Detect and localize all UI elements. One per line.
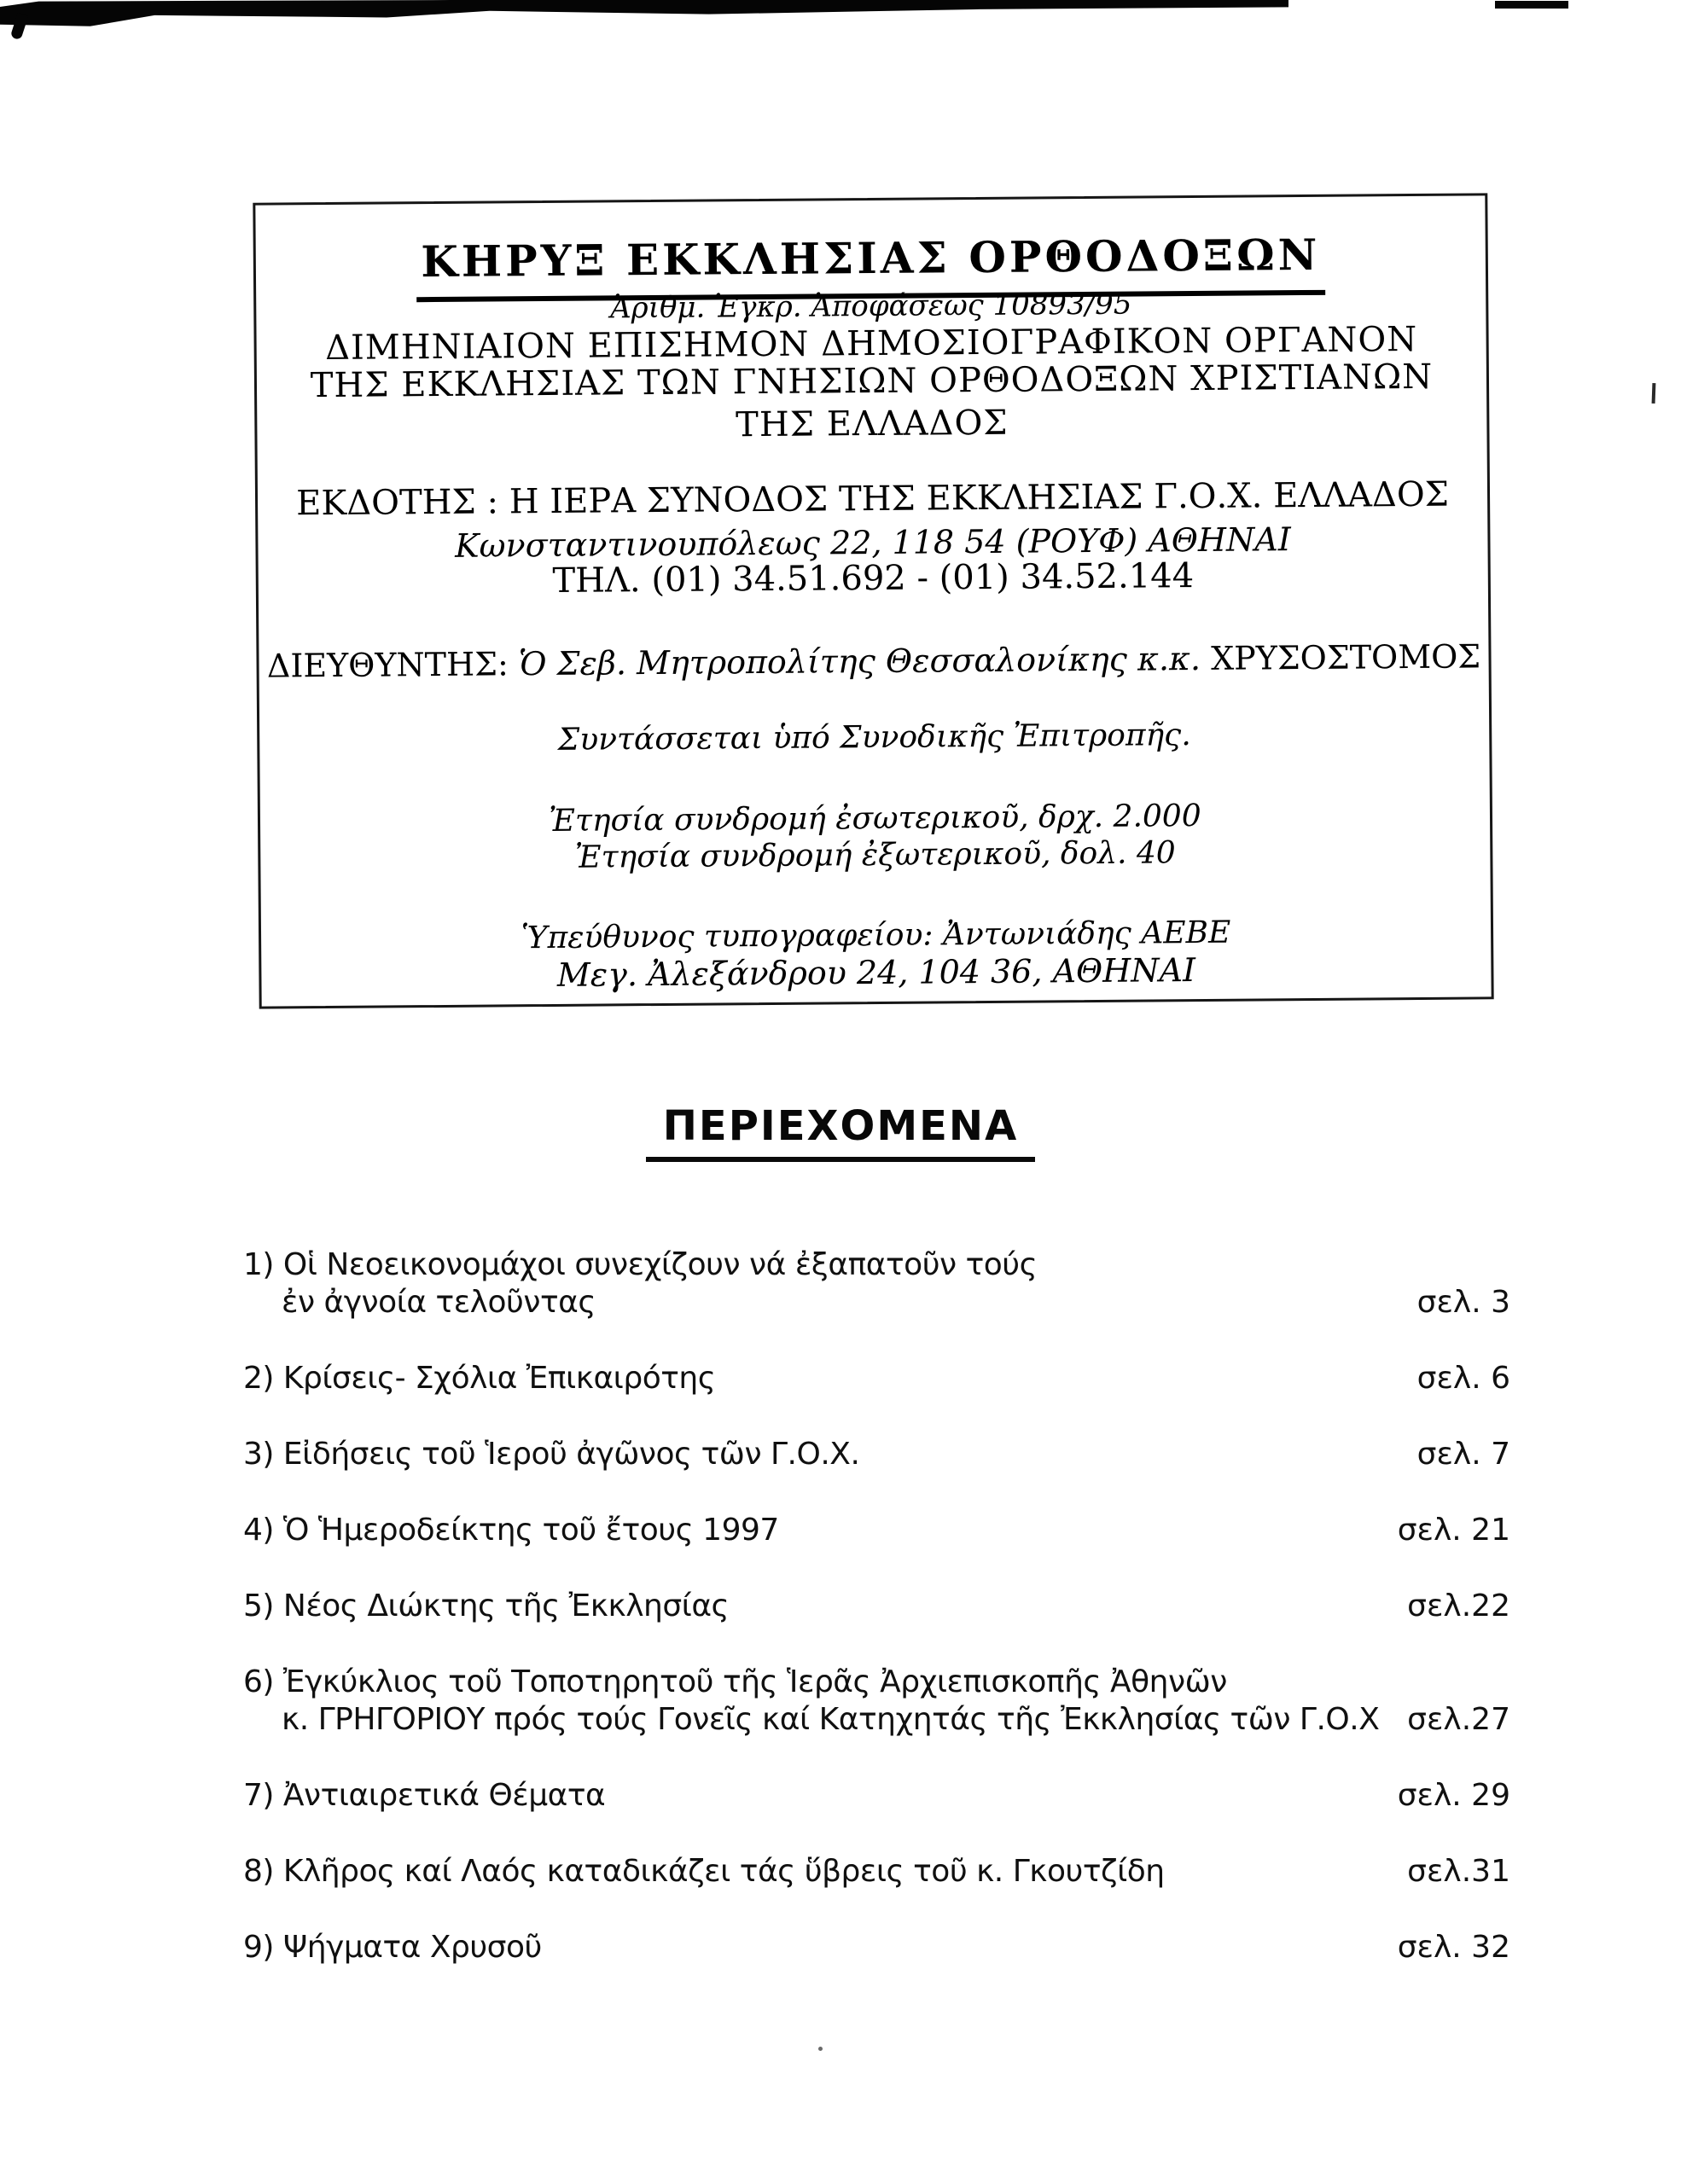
printer-line: Ὑπεύθυνος τυπογραφείου: Ἀντωνιάδης ΑΕΒΕ	[521, 915, 1231, 956]
director-title: Ὁ Σεβ. Μητροπολίτης Θεσσαλονίκης κ.κ.	[518, 639, 1201, 683]
toc-item-7	[243, 1777, 1510, 1815]
toc-item-text: 9) Ψήγματα Χρυσοῦ	[243, 1930, 542, 1965]
toc-item-text: 3) Εἰδήσεις τοῦ Ἱεροῦ ἀγῶνος τῶν Γ.Ο.Χ.	[243, 1437, 860, 1472]
toc-page-number: σελ. 32	[1397, 1930, 1510, 1965]
approval-number: Ἀριθμ. Ἐγκρ. Ἀποφάσεως 10893/95	[609, 287, 1132, 326]
contents-heading-wrap	[0, 1102, 1681, 1162]
toc-item-8	[243, 1853, 1510, 1891]
toc-item-4	[243, 1512, 1510, 1549]
toc-page-number: σελ.31	[1407, 1854, 1510, 1889]
printer-address: Μεγ. Ἀλεξάνδρου 24, 104 36, ΑΘΗΝΑΙ	[556, 951, 1196, 994]
toc-item-1	[243, 1246, 1510, 1321]
subscription-domestic: Ἐτησία συνδρομή ἐσωτερικοῦ, δρχ. 2.000	[549, 798, 1201, 839]
publisher-line: ΕΚΔΟΤΗΣ : Η ΙΕΡΑ ΣΥΝΟΔΟΣ ΤΗΣ ΕΚΚΛΗΣΙΑΣ Γ.Ο.Χ. ΕΛΛΑΔΟΣ	[296, 474, 1450, 524]
contents-list	[243, 1246, 1510, 2005]
organ-line-3: ΤΗΣ ΕΛΛΑΔΟΣ	[735, 403, 1009, 445]
toc-page-number: σελ.22	[1407, 1589, 1510, 1623]
toc-item-3	[243, 1436, 1510, 1473]
toc-item-text: 4) Ὁ Ἡμεροδείκτης τοῦ ἔτους 1997	[243, 1513, 779, 1548]
toc-item-2	[243, 1360, 1510, 1397]
edited-by-line: Συντάσσεται ὑπό Συνοδικῆς Ἐπιτροπῆς.	[557, 717, 1191, 758]
toc-item-text: 5) Νέος Διώκτης τῆς Ἐκκλησίας	[243, 1589, 730, 1623]
toc-item-text: 2) Κρίσεις- Σχόλια Ἐπικαιρότης	[243, 1361, 716, 1396]
masthead-box	[253, 193, 1493, 1008]
scan-artifact-edge-tick	[1652, 383, 1656, 404]
toc-page-number: σελ. 29	[1397, 1778, 1510, 1813]
director-label: ΔΙΕΥΘΥΝΤΗΣ:	[266, 645, 509, 685]
toc-page-number: σελ. 6	[1416, 1361, 1510, 1396]
toc-page-number: σελ. 3	[1416, 1285, 1510, 1320]
scan-artifact-top-bar-segment	[1495, 1, 1568, 9]
journal-title: ΚΗΡΥΞ ΕΚΚΛΗΣΙΑΣ ΟΡΘΟΔΟΞΩΝ	[256, 224, 1486, 303]
organ-line-2: ΤΗΣ ΕΚΚΛΗΣΙΑΣ ΤΩΝ ΓΝΗΣΙΩΝ ΟΡΘΟΔΟΞΩΝ ΧΡΙΣΤΙΑΝΩΝ	[310, 357, 1434, 406]
scan-artifact-dot	[818, 2047, 823, 2051]
subscription-foreign: Ἐτησία συνδρομή ἐξωτερικοῦ, δολ. 40	[574, 835, 1176, 875]
publisher-address: Κωνσταντινουπόλεως 22, 118 54 (ΡΟΥΦ) ΑΘΗΝΑΙ	[455, 520, 1291, 565]
toc-page-number: σελ. 21	[1397, 1513, 1510, 1548]
contents-heading: ΠΕΡΙΕΧΟΜΕΝΑ	[646, 1102, 1035, 1162]
toc-item-text: 8) Κλῆρος καί Λαός καταδικάζει τάς ὕβρεις τοῦ κ. Γκουτζίδη	[243, 1854, 1165, 1889]
organ-line-1: ΔΙΜΗΝΙΑΙΟΝ ΕΠΙΣΗΜΟΝ ΔΗΜΟΣΙΟΓΡΑΦΙΚΟΝ ΟΡΓΑΝΟΝ	[324, 319, 1418, 369]
toc-item-9	[243, 1929, 1510, 1966]
toc-item-6	[243, 1664, 1510, 1739]
director-line	[259, 636, 1488, 686]
toc-item-text: 6) Ἐγκύκλιος τοῦ Τοποτηρητοῦ τῆς Ἱερᾶς Ἀρχιεπισκοπῆς Ἀθηνῶν κ. ΓΡΗΓΟΡΙΟΥ πρός τούς Γονεῖς καί Κατηχητάς τῆς Ἐκκλησίας τῶν Γ.Ο.Χ	[243, 1664, 1380, 1737]
toc-item-text: 7) Ἀντιαιρετικά Θέματα	[243, 1778, 606, 1813]
phone-numbers: ΤΗΛ. (01) 34.51.692 - (01) 34.52.144	[552, 556, 1195, 601]
toc-item-5	[243, 1588, 1510, 1625]
toc-page-number: σελ. 7	[1416, 1437, 1510, 1472]
scan-artifact-top-bar	[0, 0, 1288, 27]
toc-page-number: σελ.27	[1407, 1702, 1510, 1737]
director-name: ΧΡΥΣΟΣΤΟΜΟΣ	[1210, 637, 1481, 677]
toc-item-text: 1) Οἱ Νεοεικονομάχοι συνεχίζουν νά ἐξαπατοῦν τούς ἐν ἀγνοία τελοῦντας	[243, 1247, 1038, 1320]
